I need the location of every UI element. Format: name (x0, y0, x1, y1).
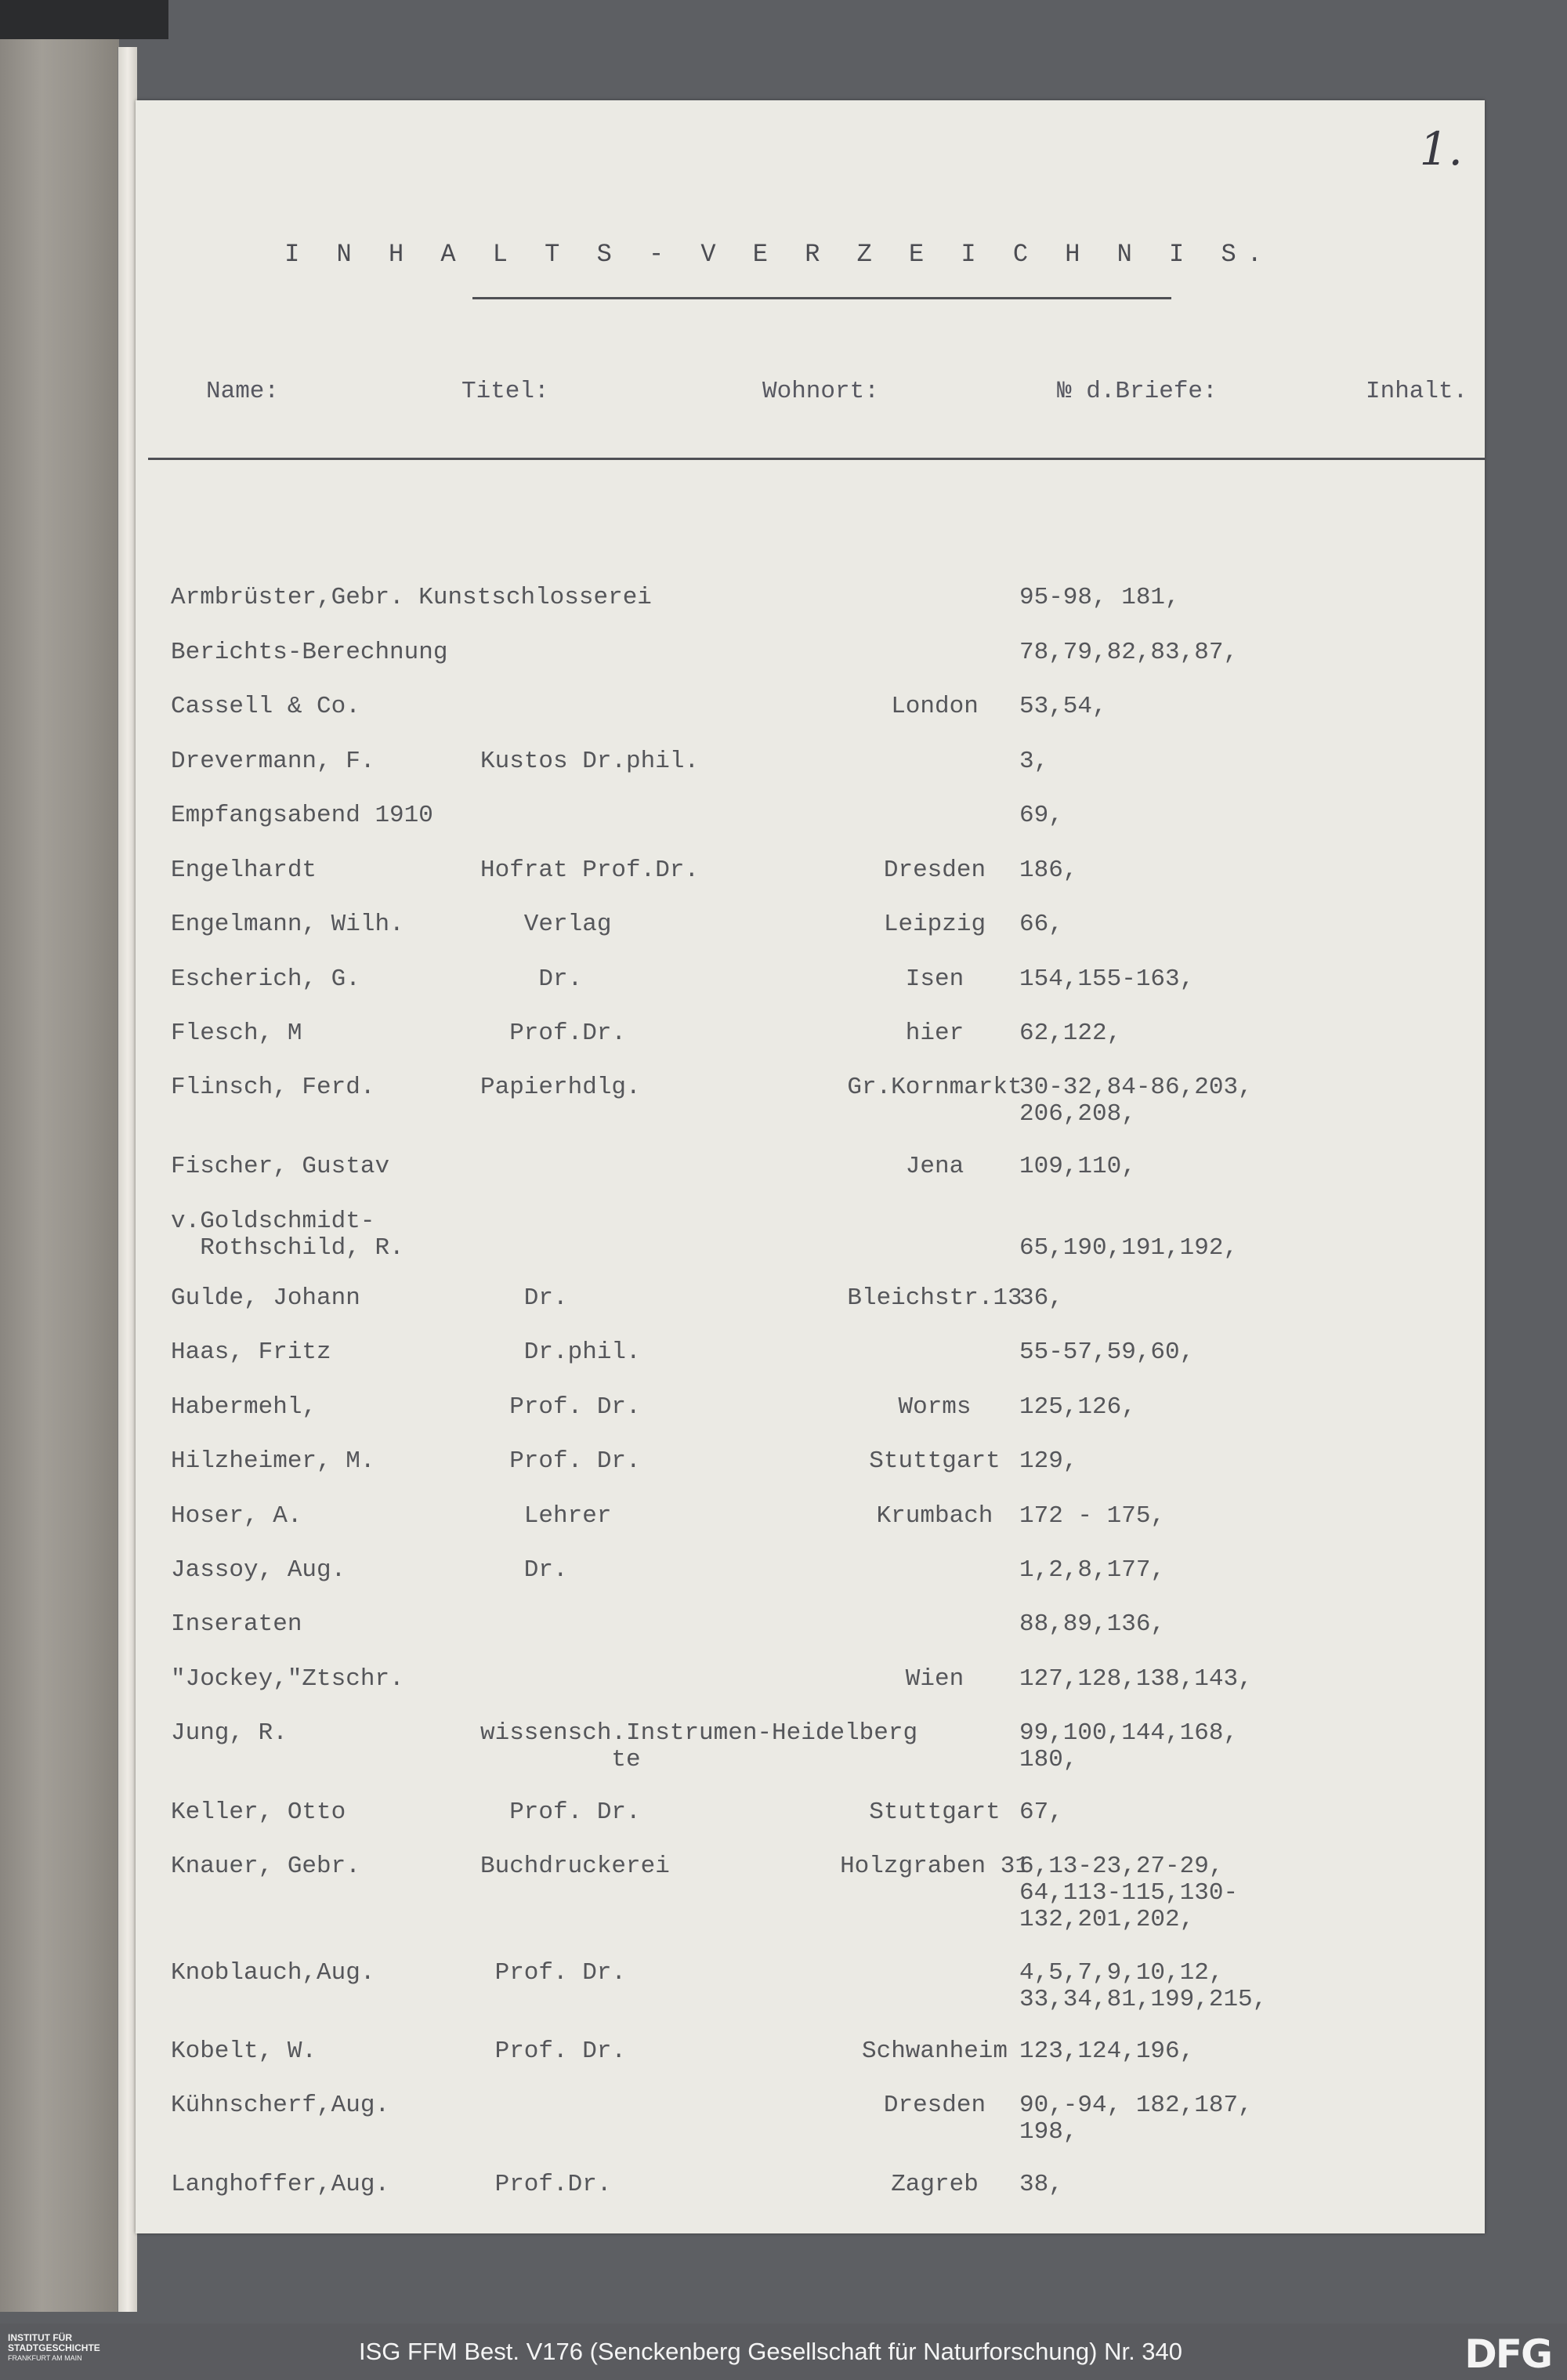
entry-briefe: 90,-94, 182,187, 198, (1019, 2092, 1253, 2146)
entry-name: Flesch, M (171, 1020, 302, 1047)
entry-wohnort: Schwanheim (861, 2038, 1008, 2065)
entry-titel: Dr. (480, 965, 583, 993)
archive-reference: ISG FFM Best. V176 (Senckenberg Gesellschaft für Naturforschung) Nr. 340 (359, 2338, 1183, 2365)
entry-titel: Prof.Dr. (480, 1020, 627, 1047)
entry-titel: Kustos Dr.phil. (480, 748, 700, 775)
entry-briefe: 129, (1019, 1447, 1078, 1475)
scan-background-top (0, 0, 168, 39)
page-title: I N H A L T S - V E R Z E I C H N I S. (284, 240, 1273, 269)
entry-wohnort: Dresden (883, 857, 986, 884)
entry-name: Knoblauch,Aug. (171, 1959, 375, 1987)
entry-briefe: 99,100,144,168, 180, (1019, 1719, 1239, 1773)
entry-name: Haas, Fritz (171, 1339, 331, 1366)
footer-bar (0, 2324, 1567, 2380)
entry-titel: Dr.phil. (480, 1339, 641, 1366)
entry-wohnort: Stuttgart (869, 1447, 1001, 1475)
entry-titel: Verlag (480, 911, 612, 938)
entry-briefe: 65,190,191,192, (1019, 1234, 1239, 1262)
entry-wohnort: Holzgraben 31 (840, 1853, 1030, 1880)
entry-briefe: 36, (1019, 1284, 1063, 1312)
entry-name: Knauer, Gebr. (171, 1853, 360, 1880)
column-header-briefe: № d.Briefe: (1057, 378, 1218, 405)
entry-name: Escherich, G. (171, 965, 360, 993)
entry-name: Jassoy, Aug. (171, 1556, 346, 1584)
entry-wohnort: Wien (905, 1665, 964, 1693)
entry-wohnort: Stuttgart (869, 1799, 1001, 1826)
page-stack-edge (118, 47, 137, 2312)
entry-name: Langhoffer,Aug. (171, 2171, 390, 2198)
entry-name: Kühnscherf,Aug. (171, 2092, 390, 2119)
entry-briefe: 78,79,82,83,87, (1019, 639, 1239, 666)
entry-titel: Papierhdlg. (480, 1074, 641, 1101)
column-header-name: Name: (206, 378, 280, 405)
entry-name: Engelmann, Wilh. (171, 911, 404, 938)
entry-briefe: 69, (1019, 802, 1063, 829)
logo-line-2: STADTGESCHICHTE (8, 2342, 100, 2353)
entry-briefe: 88,89,136, (1019, 1610, 1166, 1638)
entry-wohnort: Bleichstr.13 (847, 1284, 1022, 1312)
column-header-inhalt: Inhalt. (1366, 378, 1468, 405)
entry-titel: Dr. (480, 1556, 568, 1584)
entry-wohnort: Worms (898, 1393, 972, 1421)
entry-name: "Jockey,"Ztschr. (171, 1665, 404, 1693)
entry-wohnort: Krumbach (876, 1502, 993, 1530)
entry-briefe: 125,126, (1019, 1393, 1136, 1421)
entry-name: Hoser, A. (171, 1502, 302, 1530)
entry-wohnort: Isen (905, 965, 964, 993)
entry-briefe: 154,155-163, (1019, 965, 1195, 993)
entry-name: Kobelt, W. (171, 2038, 317, 2065)
entry-wohnort: Jena (905, 1153, 964, 1180)
entry-briefe: 123,124,196, (1019, 2038, 1195, 2065)
column-header-titel: Titel: (461, 378, 549, 405)
institute-logo (8, 2333, 100, 2364)
entry-briefe: 38, (1019, 2171, 1063, 2198)
header-divider (148, 458, 1485, 460)
entry-briefe: 109,110, (1019, 1153, 1136, 1180)
column-header-wohnort: Wohnort: (762, 378, 879, 405)
entry-name: Cassell & Co. (171, 693, 360, 720)
entry-briefe: 6,13-23,27-29, 64,113-115,130- 132,201,202, (1019, 1853, 1239, 1933)
entry-titel: Prof. Dr. (480, 1393, 641, 1421)
dfg-logo: DFG (1464, 2331, 1551, 2377)
entry-titel: Hofrat Prof.Dr. (480, 857, 700, 884)
entry-titel: Prof. Dr. (480, 1447, 641, 1475)
entry-name: Drevermann, F. (171, 748, 375, 775)
entry-name: Berichts-Berechnung (171, 639, 448, 666)
entry-briefe: 53,54, (1019, 693, 1107, 720)
entry-name: Armbrüster,Gebr. Kunstschlosserei (171, 584, 652, 611)
entry-name: Flinsch, Ferd. (171, 1074, 375, 1101)
entry-titel: Dr. (480, 1284, 568, 1312)
entry-wohnort: hier (905, 1020, 964, 1047)
entry-briefe: 95-98, 181, (1019, 584, 1180, 611)
entry-titel: Prof. Dr. (480, 1799, 641, 1826)
entry-briefe: 4,5,7,9,10,12, 33,34,81,199,215, (1019, 1959, 1268, 2013)
entry-wohnort: Zagreb (891, 2171, 979, 2198)
entry-name: Fischer, Gustav (171, 1153, 390, 1180)
logo-line-1: INSTITUT FÜR (8, 2332, 72, 2343)
entry-name: Gulde, Johann (171, 1284, 360, 1312)
entry-briefe: 55-57,59,60, (1019, 1339, 1195, 1366)
entry-name: Hilzheimer, M. (171, 1447, 375, 1475)
entry-briefe: 186, (1019, 857, 1078, 884)
entry-titel: wissensch.Instrumen-Heidelberg te (480, 1719, 918, 1773)
entry-briefe: 127,128,138,143, (1019, 1665, 1253, 1693)
entry-briefe: 30-32,84-86,203, 206,208, (1019, 1074, 1253, 1128)
entry-name: Keller, Otto (171, 1799, 346, 1826)
entry-titel: Lehrer (480, 1502, 612, 1530)
entry-titel: Prof. Dr. (480, 1959, 627, 1987)
entry-titel: Prof. Dr. (480, 2038, 627, 2065)
entry-briefe: 3, (1019, 748, 1049, 775)
entry-name: Empfangsabend 1910 (171, 802, 433, 829)
entry-briefe: 66, (1019, 911, 1063, 938)
entry-name: v.Goldschmidt- Rothschild, R. (171, 1208, 404, 1262)
entry-briefe: 1,2,8,177, (1019, 1556, 1166, 1584)
entry-wohnort: London (891, 693, 979, 720)
entry-wohnort: Leipzig (883, 911, 986, 938)
entry-titel: Buchdruckerei (480, 1853, 670, 1880)
entry-briefe: 172 - 175, (1019, 1502, 1166, 1530)
entry-titel: Prof.Dr. (480, 2171, 612, 2198)
entry-name: Habermehl, (171, 1393, 317, 1421)
entry-wohnort: Dresden (883, 2092, 986, 2119)
title-underline (472, 297, 1171, 299)
entry-name: Jung, R. (171, 1719, 288, 1747)
entry-wohnort: Gr.Kornmarkt (847, 1074, 1022, 1101)
book-cover (0, 39, 119, 2312)
document-page (136, 100, 1485, 2233)
page-number: 1. (1419, 122, 1463, 176)
logo-line-3: FRANKFURT AM MAIN (8, 2354, 82, 2362)
entry-name: Inseraten (171, 1610, 302, 1638)
entry-name: Engelhardt (171, 857, 317, 884)
entry-briefe: 67, (1019, 1799, 1063, 1826)
entry-briefe: 62,122, (1019, 1020, 1122, 1047)
